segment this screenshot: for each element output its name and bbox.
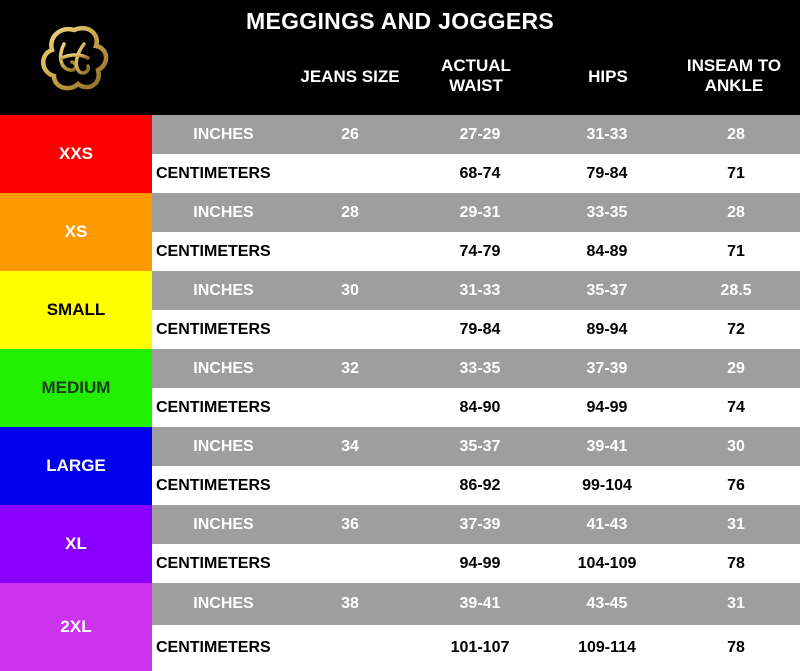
actual-waist-cell: 84-90: [459, 398, 501, 416]
hips-cell: 33-35: [586, 203, 628, 221]
size-label: MEDIUM: [0, 349, 152, 427]
inseam-cell: 28: [727, 125, 745, 143]
jeans-size-cell: [300, 388, 400, 427]
size-group: [0, 427, 800, 505]
actual-waist-cell: 35-37: [459, 437, 501, 455]
inseam-cell: 28: [727, 203, 745, 221]
hips-cell: 89-94: [586, 320, 628, 338]
unit-label: CENTIMETERS: [156, 639, 271, 656]
inseam-cell: 31: [727, 595, 745, 612]
inches-row: [152, 427, 800, 466]
unit-label: CENTIMETERS: [156, 320, 271, 338]
jeans-size-cell: [300, 544, 400, 583]
unit-label: INCHES: [193, 515, 254, 533]
actual-waist-cell: 31-33: [459, 281, 501, 299]
unit-label: INCHES: [193, 437, 254, 455]
actual-waist-cell: 39-41: [459, 595, 501, 612]
jeans-size-cell: 38: [341, 595, 359, 612]
unit-label: INCHES: [193, 203, 254, 221]
hips-cell: 94-99: [586, 398, 628, 416]
size-label: SMALL: [0, 271, 152, 349]
centimeters-row: [152, 154, 800, 193]
size-label: LARGE: [0, 427, 152, 505]
centimeters-row: [152, 625, 800, 671]
unit-label: CENTIMETERS: [156, 242, 271, 260]
centimeters-row: [152, 466, 800, 505]
jeans-size-cell: 32: [341, 359, 359, 377]
hips-cell: 37-39: [586, 359, 628, 377]
jeans-size-cell: [300, 466, 400, 505]
hips-cell: 31-33: [586, 125, 628, 143]
size-group: [0, 115, 800, 193]
actual-waist-cell: 29-31: [459, 203, 501, 221]
hips-cell: 79-84: [586, 164, 628, 182]
inches-row: [152, 349, 800, 388]
inseam-cell: 30: [727, 437, 745, 455]
hips-cell: 84-89: [586, 242, 628, 260]
size-group: [0, 271, 800, 349]
unit-label: INCHES: [193, 125, 254, 143]
hips-cell: 109-114: [578, 639, 636, 656]
column-header-jeans-size: JEANS SIZE: [300, 67, 400, 86]
chart-title: MEGGINGS AND JOGGERS: [245, 8, 555, 34]
inches-row: [152, 505, 800, 544]
hips-cell: 35-37: [586, 281, 628, 299]
hips-cell: 39-41: [586, 437, 628, 455]
inseam-cell: 78: [727, 639, 745, 656]
unit-label: CENTIMETERS: [156, 554, 271, 572]
inches-row: [152, 115, 800, 154]
unit-label: CENTIMETERS: [156, 398, 271, 416]
inches-row: [152, 583, 800, 625]
size-group: [0, 193, 800, 271]
inseam-cell: 71: [727, 164, 745, 182]
inches-row: [152, 271, 800, 310]
size-group: [0, 349, 800, 427]
size-group: [0, 505, 800, 583]
jeans-size-cell: 34: [341, 437, 359, 455]
unit-label: INCHES: [193, 359, 254, 377]
actual-waist-cell: 79-84: [459, 320, 501, 338]
inseam-cell: 74: [727, 398, 745, 416]
column-header-actual-waist: ACTUAL WAIST: [441, 56, 511, 95]
jeans-size-cell: 36: [341, 515, 359, 533]
jeans-size-cell: 30: [341, 281, 359, 299]
column-header-hips: HIPS: [588, 67, 628, 86]
hips-cell: 99-104: [582, 476, 632, 494]
chart-header: [0, 0, 800, 115]
inseam-cell: 71: [727, 242, 745, 260]
hips-cell: 41-43: [586, 515, 628, 533]
inseam-cell: 72: [727, 320, 745, 338]
centimeters-row: [152, 232, 800, 271]
jeans-size-cell: 28: [341, 203, 359, 221]
hips-cell: 43-45: [586, 595, 628, 612]
unit-label: CENTIMETERS: [156, 476, 271, 494]
unit-label: INCHES: [193, 595, 254, 612]
centimeters-row: [152, 388, 800, 427]
inseam-cell: 78: [727, 554, 745, 572]
column-header-inseam: INSEAM TO ANKLE: [686, 56, 782, 95]
inseam-cell: 29: [727, 359, 745, 377]
size-group: [0, 583, 800, 671]
jeans-size-cell: [300, 232, 400, 271]
inseam-cell: 28.5: [720, 281, 752, 299]
actual-waist-cell: 33-35: [459, 359, 501, 377]
jeans-size-cell: [300, 154, 400, 193]
unit-label: CENTIMETERS: [156, 164, 271, 182]
actual-waist-cell: 68-74: [459, 164, 501, 182]
unit-label: INCHES: [193, 281, 254, 299]
size-label: XL: [0, 505, 152, 583]
inches-row: [152, 193, 800, 232]
actual-waist-cell: 74-79: [459, 242, 501, 260]
jeans-size-cell: [300, 625, 400, 671]
jeans-size-cell: [300, 310, 400, 349]
actual-waist-cell: 94-99: [459, 554, 501, 572]
brand-logo-icon: [36, 22, 112, 94]
size-label: XS: [0, 193, 152, 271]
jeans-size-cell: 26: [341, 125, 359, 143]
size-rows: [0, 115, 800, 671]
inseam-cell: 76: [727, 476, 745, 494]
size-label: 2XL: [0, 583, 152, 671]
actual-waist-cell: 101-107: [450, 639, 510, 656]
size-label: XXS: [0, 115, 152, 193]
centimeters-row: [152, 544, 800, 583]
inseam-cell: 31: [727, 515, 745, 533]
hips-cell: 104-109: [577, 554, 637, 572]
actual-waist-cell: 86-92: [459, 476, 501, 494]
actual-waist-cell: 37-39: [459, 515, 501, 533]
centimeters-row: [152, 310, 800, 349]
actual-waist-cell: 27-29: [459, 125, 501, 143]
